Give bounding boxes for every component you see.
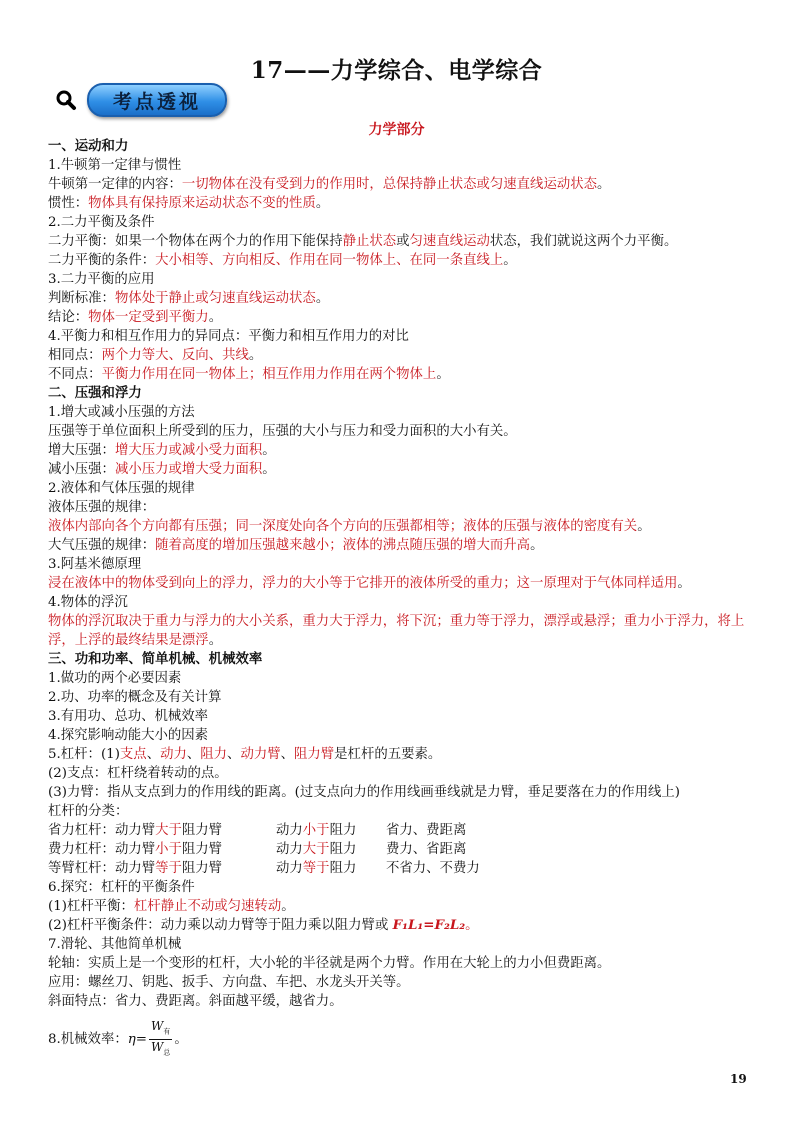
highlight-text: 物体一定受到平衡力 bbox=[88, 310, 209, 325]
highlight-text: 物体的浮沉取决于重力与浮力的大小关系，重力大于浮力，将下沉；重力等于浮力，漂浮或悬浮；重力小于浮力，将上浮，上浮的最终结果是漂浮 bbox=[48, 614, 745, 648]
text-line bbox=[48, 213, 753, 232]
efficiency-label: 8.机械效率： bbox=[48, 1032, 128, 1048]
text-segment: 1.做功的两个必要因素 bbox=[48, 671, 182, 686]
text-segment: 不省力、不费力 bbox=[386, 861, 480, 876]
text-line bbox=[48, 574, 753, 593]
highlight-text: 等于 bbox=[155, 861, 182, 876]
text-segment: 3.二力平衡的应用 bbox=[48, 272, 155, 287]
text-segment: (2)杠杆平衡条件：动力乘以动力臂等于阻力乘以阻力臂或 bbox=[48, 918, 393, 933]
text-segment: 是杠杆的五要素。 bbox=[334, 747, 442, 762]
lever-cell bbox=[386, 859, 480, 878]
highlight-text: 物体处于静止或匀速直线运动状态 bbox=[114, 291, 316, 306]
text-segment: 一、运动和力 bbox=[48, 139, 129, 154]
text-segment: 增大压强： bbox=[48, 443, 115, 458]
highlight-text: 平衡力作用在同一物体上；相互作用力作用在两个物体上 bbox=[101, 367, 437, 382]
highlight-text: 动力 bbox=[160, 747, 187, 762]
text-segment: 阻力 bbox=[329, 823, 357, 838]
highlight-text: 增大压力或减小受力面积 bbox=[114, 443, 263, 458]
text-segment: 等臂杠杆：动力臂 bbox=[48, 861, 156, 876]
efficiency-fraction bbox=[149, 1019, 172, 1061]
text-segment: 2.功、功率的概念及有关计算 bbox=[48, 690, 222, 705]
lever-cell bbox=[386, 840, 466, 859]
highlight-text: 浸在液体中的物体受到向上的浮力，浮力的大小等于它排开的液体所受的重力；这一原理对于气体同样适用 bbox=[48, 576, 678, 591]
text-line bbox=[48, 194, 753, 213]
text-line bbox=[48, 517, 753, 536]
page-number: 19 bbox=[730, 1072, 747, 1086]
lever-cell bbox=[276, 821, 386, 840]
eta-symbol: η= bbox=[127, 1032, 147, 1048]
section-badge bbox=[55, 83, 227, 117]
text-segment: 阻力 bbox=[329, 861, 357, 876]
text-segment: 动力 bbox=[276, 842, 303, 857]
text-line bbox=[48, 175, 753, 194]
text-segment: 阻力臂 bbox=[181, 823, 223, 838]
text-line bbox=[48, 403, 753, 422]
text-segment: 结论： bbox=[48, 310, 89, 325]
text-line bbox=[48, 536, 753, 555]
text-line bbox=[48, 555, 753, 574]
text-line bbox=[48, 878, 753, 897]
text-segment: 牛顿第一定律的内容： bbox=[48, 177, 182, 192]
page-title: 17——力学综合、电学综合 bbox=[250, 57, 543, 84]
text-segment: 相同点： bbox=[48, 348, 102, 363]
text-line bbox=[48, 422, 753, 441]
text-segment: 。 bbox=[530, 538, 544, 553]
lever-cell bbox=[48, 859, 276, 878]
highlight-text: 动力臂 bbox=[240, 747, 281, 762]
text-segment: 省力、费距离 bbox=[386, 823, 467, 838]
text-line bbox=[48, 460, 753, 479]
text-line bbox=[48, 498, 753, 517]
highlight-text: 两个力等大、反向、共线 bbox=[101, 348, 249, 363]
text-segment: 。 bbox=[436, 367, 450, 382]
highlight-text: 静止状态 bbox=[342, 234, 397, 249]
text-segment: (1)杠杆平衡： bbox=[48, 899, 134, 914]
lever-cell bbox=[386, 821, 466, 840]
highlight-text: 阻力 bbox=[200, 747, 228, 762]
lever-cell bbox=[48, 840, 276, 859]
text-segment: 、 bbox=[280, 747, 294, 762]
highlight-text: 减小压力或增大受力面积 bbox=[114, 462, 263, 477]
text-line bbox=[48, 992, 753, 1011]
text-line bbox=[48, 156, 753, 175]
text-segment: 2.液体和气体压强的规律 bbox=[48, 481, 195, 496]
denominator: W bbox=[150, 1040, 164, 1055]
search-icon bbox=[55, 89, 77, 111]
text-line bbox=[48, 441, 753, 460]
text-segment: 轮轴：实质上是一个变形的杠杆，大小轮的半径就是两个力臂。作用在大轮上的力小但费距离。 bbox=[48, 956, 611, 971]
numerator: W bbox=[150, 1019, 164, 1033]
badge-label: 考点透视 bbox=[87, 83, 227, 117]
text-segment: 4.探究影响动能大小的因素 bbox=[48, 728, 209, 743]
text-line bbox=[48, 745, 753, 764]
text-segment: 6.探究：杠杆的平衡条件 bbox=[48, 880, 195, 895]
text-line bbox=[48, 479, 753, 498]
document-body bbox=[48, 137, 753, 1061]
lever-cell bbox=[276, 859, 386, 878]
text-segment: 大气压强的规律： bbox=[48, 538, 156, 553]
text-line bbox=[48, 707, 753, 726]
text-segment: 应用：螺丝刀、钥匙、扳手、方向盘、车把、水龙头开关等。 bbox=[48, 975, 410, 990]
text-segment: 三、功和功率、简单机械、机械效率 bbox=[48, 652, 263, 667]
efficiency-end: 。 bbox=[174, 1032, 188, 1048]
text-segment: 。 bbox=[503, 253, 517, 268]
text-segment: 动力 bbox=[276, 861, 303, 876]
text-segment: 费力、省距离 bbox=[386, 842, 467, 857]
denominator-sub: 总 bbox=[163, 1048, 171, 1057]
text-segment: 压强等于单位面积上所受到的压力，压强的大小与压力和受力面积的大小有关。 bbox=[48, 424, 517, 439]
text-line bbox=[48, 270, 753, 289]
section-heading bbox=[48, 137, 753, 156]
lever-row bbox=[48, 821, 753, 840]
text-line bbox=[48, 365, 753, 384]
text-segment: 状态，我们就说这两个力平衡。 bbox=[489, 234, 678, 249]
highlight-text: 液体内部向各个方向都有压强；同一深度处向各个方向的压强都相等；液体的压强与液体的密度有关 bbox=[48, 519, 638, 534]
text-segment: 。 bbox=[597, 177, 611, 192]
text-line bbox=[48, 935, 753, 954]
text-segment: 阻力臂 bbox=[181, 861, 223, 876]
text-segment: 斜面特点：省力、费距离。斜面越平缓，越省力。 bbox=[48, 994, 343, 1009]
text-line bbox=[48, 327, 753, 346]
text-line bbox=[48, 897, 753, 916]
text-segment: 。 bbox=[315, 291, 330, 306]
text-segment: 3.有用功、总功、机械效率 bbox=[48, 709, 209, 724]
text-line bbox=[48, 916, 753, 935]
text-line bbox=[48, 802, 753, 821]
highlight-text: 随着高度的增加压强越来越小；液体的沸点随压强的增大而升高 bbox=[155, 538, 531, 553]
text-line bbox=[48, 973, 753, 992]
highlight-text: 物体具有保持原来运动状态不变的性质 bbox=[88, 196, 316, 211]
text-line bbox=[48, 688, 753, 707]
text-segment: 3.阿基米德原理 bbox=[48, 557, 142, 572]
text-segment: 。 bbox=[281, 899, 295, 914]
lever-cell bbox=[276, 840, 386, 859]
highlight-text: 支点 bbox=[119, 747, 147, 762]
text-segment: 。 bbox=[208, 633, 223, 648]
text-line bbox=[48, 954, 753, 973]
highlight-text: 小于 bbox=[302, 823, 330, 838]
text-segment: 1.增大或减小压强的方法 bbox=[48, 405, 195, 420]
highlight-text: 阻力臂 bbox=[294, 747, 335, 762]
text-segment: 判断标准： bbox=[48, 291, 115, 306]
lever-cell bbox=[48, 821, 276, 840]
text-segment: (2)支点：杠杆绕着转动的点。 bbox=[48, 766, 228, 781]
text-line bbox=[48, 308, 753, 327]
text-segment: 或 bbox=[396, 234, 410, 249]
highlight-text: 匀速直线运动 bbox=[409, 234, 490, 249]
text-segment: 减小压强： bbox=[48, 462, 115, 477]
text-segment: 4.物体的浮沉 bbox=[48, 595, 128, 610]
highlight-text: 一切物体在没有受到力的作用时，总保持静止状态或匀速直线运动状态 bbox=[181, 177, 598, 192]
text-segment: 。 bbox=[315, 196, 330, 211]
text-segment: 省力杠杆：动力臂 bbox=[48, 823, 156, 838]
text-line bbox=[48, 346, 753, 365]
text-segment: 。 bbox=[248, 348, 263, 363]
text-segment: 2.二力平衡及条件 bbox=[48, 215, 155, 230]
highlight-text: 杠杆静止不动或匀速转动 bbox=[133, 899, 282, 914]
efficiency-line bbox=[48, 1019, 753, 1061]
text-segment: 。 bbox=[677, 576, 691, 591]
text-line bbox=[48, 726, 753, 745]
text-segment: 。 bbox=[262, 443, 276, 458]
text-line bbox=[48, 593, 753, 612]
text-segment: 。 bbox=[208, 310, 223, 325]
numerator-sub: 有 bbox=[163, 1027, 171, 1036]
text-segment: 杠杆的分类： bbox=[48, 804, 129, 819]
text-segment: 、 bbox=[146, 747, 161, 762]
text-segment: 。 bbox=[637, 519, 651, 534]
text-line bbox=[48, 669, 753, 688]
text-line bbox=[48, 251, 753, 270]
text-segment: 费力杠杆：动力臂 bbox=[48, 842, 156, 857]
text-line bbox=[48, 783, 753, 802]
text-line bbox=[48, 612, 753, 650]
highlight-text: 大小相等、方向相反、作用在同一物体上、在同一条直线上 bbox=[155, 253, 504, 268]
section-title: 力学部分 bbox=[368, 122, 425, 138]
highlight-text: 大于 bbox=[302, 842, 330, 857]
text-segment: (3)力臂：指从支点到力的作用线的距离。(过支点向力的作用线画垂线就是力臂，垂足要落在力的作用线上) bbox=[48, 785, 680, 800]
text-segment: 二力平衡的条件： bbox=[48, 253, 156, 268]
highlight-text: 大于 bbox=[155, 823, 182, 838]
text-segment: 。 bbox=[262, 462, 276, 477]
text-segment: 5.杠杆：(1) bbox=[48, 747, 120, 762]
text-segment: 液体压强的规律： bbox=[48, 500, 156, 515]
lever-row bbox=[48, 840, 753, 859]
text-segment: 动力 bbox=[276, 823, 303, 838]
text-segment: 4.平衡力和相互作用力的异同点：平衡力和相互作用力的对比 bbox=[48, 329, 409, 344]
highlight-text: 等于 bbox=[302, 861, 330, 876]
text-segment: 二力平衡：如果一个物体在两个力的作用下能保持 bbox=[48, 234, 343, 249]
lever-row bbox=[48, 859, 753, 878]
text-line bbox=[48, 232, 753, 251]
text-segment: 不同点： bbox=[48, 367, 102, 382]
text-segment: 阻力臂 bbox=[181, 842, 223, 857]
highlight-text: 。 bbox=[465, 918, 479, 933]
text-segment: 阻力 bbox=[329, 842, 357, 857]
text-line bbox=[48, 289, 753, 308]
section-heading bbox=[48, 384, 753, 403]
text-segment: 、 bbox=[227, 747, 241, 762]
formula: F₁L₁=F₂L₂ bbox=[392, 917, 466, 933]
text-segment: 惯性： bbox=[48, 196, 89, 211]
text-segment: 7.滑轮、其他简单机械 bbox=[48, 937, 182, 952]
section-heading bbox=[48, 650, 753, 669]
text-segment: 1.牛顿第一定律与惯性 bbox=[48, 158, 182, 173]
highlight-text: 小于 bbox=[155, 842, 182, 857]
text-segment: 、 bbox=[186, 747, 201, 762]
text-segment: 二、压强和浮力 bbox=[48, 386, 142, 401]
text-line bbox=[48, 764, 753, 783]
